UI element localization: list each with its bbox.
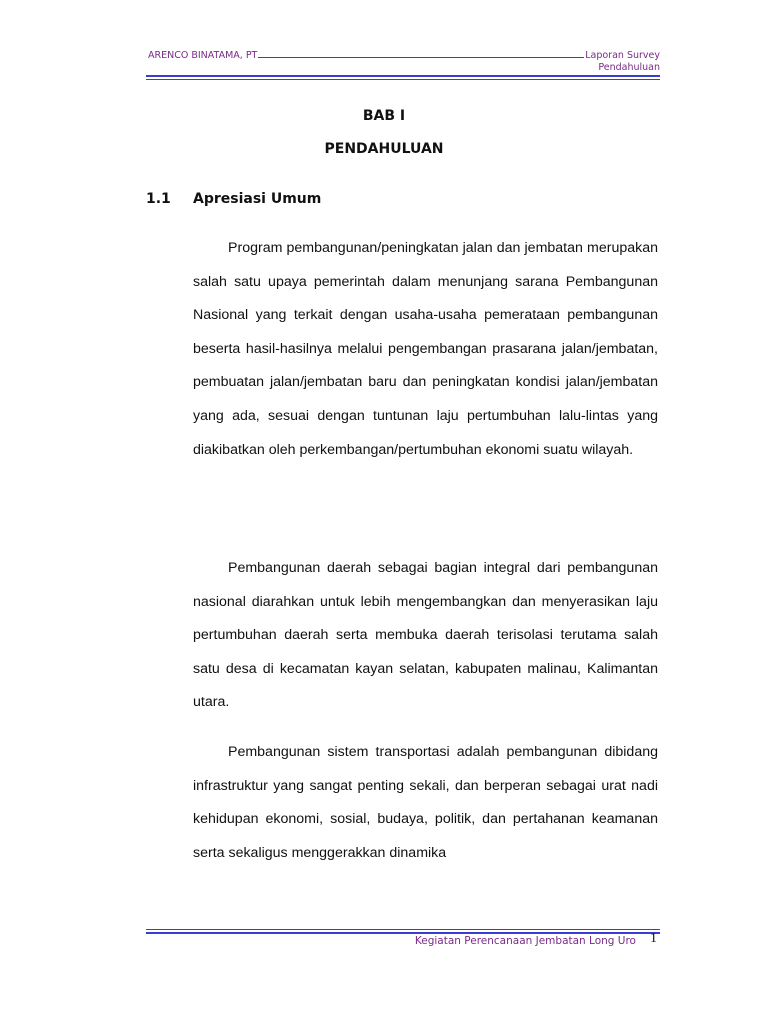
- header-divider: [146, 75, 660, 80]
- footer-project-title: Kegiatan Perencanaan Jembatan Long Uro: [414, 935, 636, 947]
- paragraph-2: [193, 552, 658, 720]
- paragraph-1: [193, 232, 658, 467]
- header-report-title: Laporan Survey: [585, 50, 660, 61]
- footer-divider: [146, 929, 660, 934]
- chapter-title: PENDAHULUAN: [324, 141, 444, 157]
- header-underline-fill: [258, 56, 584, 58]
- section-heading: [146, 191, 321, 207]
- section-title: Apresiasi Umum: [193, 191, 322, 207]
- paragraph-3: [193, 736, 658, 870]
- paragraph-text: Pembangunan sistem transportasi adalah pembangunan dibidang infrastruktur yang sangat penting sekali, dan berperan sebagai urat nadi kehidupan ekonomi, sosial, budaya, politik, dan pertahanan keamanan serta sekaligus menggerakkan dinamika: [193, 744, 658, 861]
- page-number: 1: [650, 931, 657, 946]
- paragraph-text: Program pembangunan/peningkatan jalan dan jembatan merupakan salah satu upaya pemerintah dalam menunjang sarana Pembangunan Nasional yang terkait dengan usaha-usaha pemerataan pembangunan beserta hasil-hasilnya melalui pengembangan prasarana jalan/jembatan, pembuatan jalan/jembatan baru dan peningkatan kondisi jalan/jembatan yang ada, sesuai dengan tuntunan laju pertumbuhan lalu-lintas yang diakibatkan oleh perkembangan/pertumbuhan ekonomi suatu wilayah.: [193, 240, 658, 458]
- header-subtitle: Pendahuluan: [598, 62, 660, 73]
- chapter-label: BAB I: [362, 108, 406, 124]
- section-number: 1.1: [146, 191, 171, 207]
- paragraph-text: Pembangunan daerah sebagai bagian integral dari pembangunan nasional diarahkan untuk lebih mengembangkan dan menyerasikan laju pertumbuhan daerah serta membuka daerah terisolasi terutama salah satu desa di kecamatan kayan selatan, kabupaten malinau, Kalimantan utara.: [193, 560, 658, 711]
- header-company: ARENCO BINATAMA, PT: [148, 50, 258, 61]
- header-line: [148, 50, 660, 61]
- page-header: [148, 50, 660, 73]
